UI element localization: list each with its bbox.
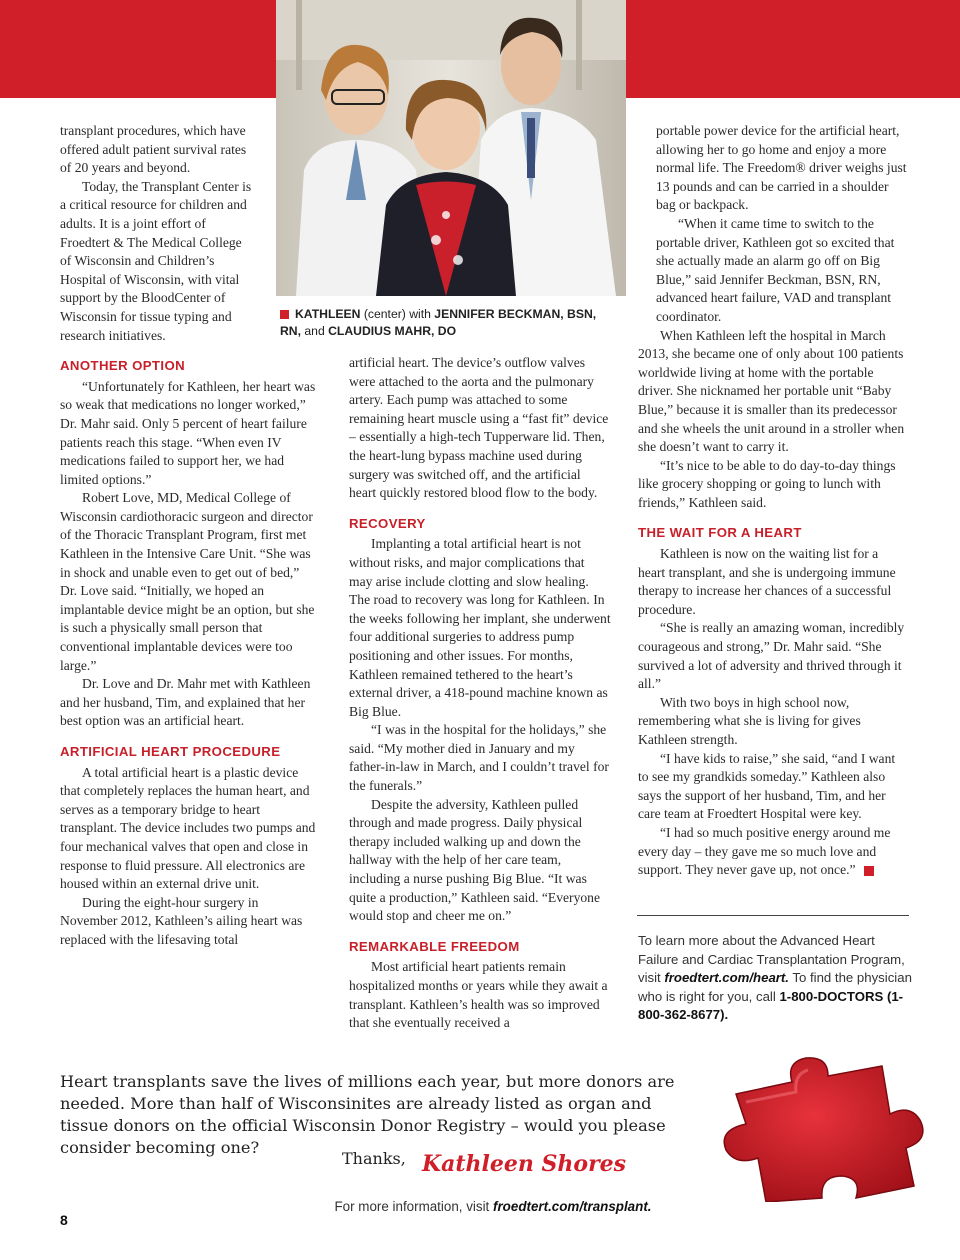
- paragraph: transplant procedures, which have offered adult patient survival rates of 20 years and beyond.: [60, 123, 247, 176]
- caption-name-beckman: JENNIFER BECKMAN, BSN, RN,: [280, 307, 597, 338]
- page-number: 8: [60, 1212, 68, 1228]
- paragraph: Kathleen is now on the waiting list for a heart transplant, and she is undergoing immune therapy to increase her chances of a successful procedure.: [638, 546, 896, 617]
- article-column-2: [349, 354, 611, 1033]
- staff-photo: [276, 0, 626, 296]
- section-heading-another-option: ANOTHER OPTION: [60, 358, 186, 374]
- learn-more-text: To learn more about the Advanced Heart Failure and Cardiac Transplantation Program, visit: [638, 933, 905, 986]
- caption-connector-2: and: [304, 324, 325, 338]
- header-red-bar-left: [0, 0, 276, 98]
- thanks-text: Thanks,: [342, 1149, 406, 1168]
- learn-more-text-2: To find the physician who is right for you, call: [638, 970, 912, 1004]
- paragraph: Implanting a total artificial heart is not without risks, and major complications that may arise include clotting and slow healing. The road to recovery was long for Kathleen. In the weeks following her implant, she underwent four additional surgeries to address pump positioning and other issues. For months, Kathleen remained tethered to the heart’s external driver, a 418-pound machine known as Big Blue.: [349, 536, 611, 719]
- section-heading-remarkable-freedom: REMARKABLE FREEDOM: [349, 938, 520, 954]
- section-heading-wait-for-a-heart: THE WAIT FOR A HEART: [638, 525, 802, 541]
- paragraph: “I was in the hospital for the holidays,” she said. “My mother died in January and my father-in-law in March, and I couldn’t travel for the funerals.”: [349, 722, 609, 794]
- transplant-link[interactable]: froedtert.com/transplant.: [493, 1199, 652, 1214]
- paragraph: Most artificial heart patients remain hospitalized months or years while they await a transplant. Kathleen’s health was so improved that she eventually received a: [349, 959, 608, 1031]
- paragraph: artificial heart. The device’s outflow valves were attached to the aorta and the pulmonary artery. Each pump was attached to some remaining heart muscle using a “fast fit” device – essentially a high-tech Tupperware lid. Then, the heart-lung bypass machine used during surgery was switched off, and the artificial heart quickly restored blood flow to the body.: [349, 355, 609, 501]
- caption-name-kathleen: KATHLEEN: [295, 307, 361, 321]
- paragraph: During the eight-hour surgery in November 2012, Kathleen’s ailing heart was replaced with the lifesaving total: [60, 894, 303, 947]
- puzzle-piece-icon: [706, 1052, 938, 1202]
- donor-appeal: Heart transplants save the lives of millions each year, but more donors are needed. More than half of Wisconsinites are already listed as organ and tissue donors on the official Wisconsin Donor Registry – would you please consider becoming one?: [60, 1072, 675, 1157]
- end-mark-icon: [864, 866, 874, 876]
- final-quote: “I had so much positive energy around me every day – they gave me so much love and support. They never gave up, not once.”: [638, 824, 891, 878]
- paragraph: portable power device for the artificial heart, allowing her to go home and enjoy a more normal life. The Freedom® driver weighs just 13 pounds and can be carried in a shoulder bag or backpack.: [656, 123, 907, 213]
- paragraph: With two boys in high school now, remembering what she is living for gives Kathleen strength.: [638, 694, 861, 747]
- phone-number[interactable]: 1-800-DOCTORS (1-800-362-8677).: [638, 988, 904, 1023]
- paragraph: “I have kids to raise,” she said, “and I want to see my grandkids someday.” Kathleen also says the support of her husband, Tim, and her care team at Froedtert Hospital were key.: [638, 750, 896, 822]
- caption-connector-1: (center) with: [363, 307, 431, 321]
- footer-text: For more information, visit: [334, 1199, 490, 1214]
- paragraph: Today, the Transplant Center is a critical resource for children and adults. It is a joint effort of Froedtert & The Medical College of Wisconsin and Children’s Hospital of Wisconsin, with vital support by the BloodCenter of Wisconsin for tissue typing and research initiatives.: [60, 178, 252, 343]
- divider: [637, 915, 909, 916]
- paragraph-final: [638, 824, 908, 880]
- paragraph: Despite the adversity, Kathleen pulled through and made progress. Daily physical therapy included walking up and down the hallway with the help of her care team, including a nurse pushing Big Blue. “It was quite a production,” Kathleen said. “Everyone would stop and cheer me on.”: [349, 796, 601, 924]
- learn-more-box: [638, 932, 918, 1025]
- paragraph: When Kathleen left the hospital in March 2013, she became one of only about 100 patients worldwide living at home with the portable driver. She nicknamed her portable unit “Baby Blue,” because it is smaller than its predecessor and she wheels the unit around in a stroller when she doesn’t want to carry it.: [638, 327, 905, 455]
- section-heading-artificial-heart-procedure: ARTIFICIAL HEART PROCEDURE: [60, 744, 281, 759]
- signature: Kathleen Shores: [422, 1151, 627, 1177]
- article-column-3: [638, 122, 908, 880]
- paragraph: “Unfortunately for Kathleen, her heart was so weak that medications no longer worked,” Dr. Mahr said. Only 5 percent of heart failure patients reach this stage. “When even IV medications failed to support her, we had limited options.”: [60, 378, 316, 487]
- paragraph: A total artificial heart is a plastic device that completely replaces the human heart, and serves as a temporary bridge to heart transplant. The device includes two pumps and four mechanical valves that open and close in response to fluid pressure. All electronics are housed within an external drive unit.: [60, 764, 316, 892]
- header-red-bar-right: [626, 0, 960, 98]
- paragraph: “It’s nice to be able to do day-to-day things like grocery shopping or going to lunch with friends,” Kathleen said.: [638, 457, 896, 510]
- heart-program-link[interactable]: froedtert.com/heart.: [664, 970, 789, 986]
- section-heading-recovery: RECOVERY: [349, 515, 426, 531]
- paragraph: “She is really an amazing woman, incredibly courageous and strong,” Dr. Mahr said. “She survived a lot of adversity and thrived through it all.”: [638, 620, 905, 692]
- article-column-1: [60, 122, 316, 950]
- paragraph: “When it came time to switch to the portable driver, Kathleen got so excited that she actually made an alarm go off on Big Blue,” said Jennifer Beckman, BSN, RN, advanced heart failure, VAD and transplant coordinator.: [656, 215, 895, 324]
- paragraph: Dr. Love and Dr. Mahr met with Kathleen and her husband, Tim, and explained that her best option was an artificial heart.: [60, 676, 311, 729]
- caption-name-mahr: CLAUDIUS MAHR, DO: [328, 324, 457, 338]
- photo-caption: [280, 306, 620, 340]
- footer: [0, 1199, 960, 1214]
- paragraph: Robert Love, MD, Medical College of Wisconsin cardiothoracic surgeon and director of the Thoracic Transplant Program, first met Kathleen in the Intensive Care Unit. “She was in shock and unable even to get out of bed,” Dr. Love said. “Initially, we hoped an implantable device might be an option, but she is such a physically small person that conventional implantable devices were too large.”: [60, 490, 315, 673]
